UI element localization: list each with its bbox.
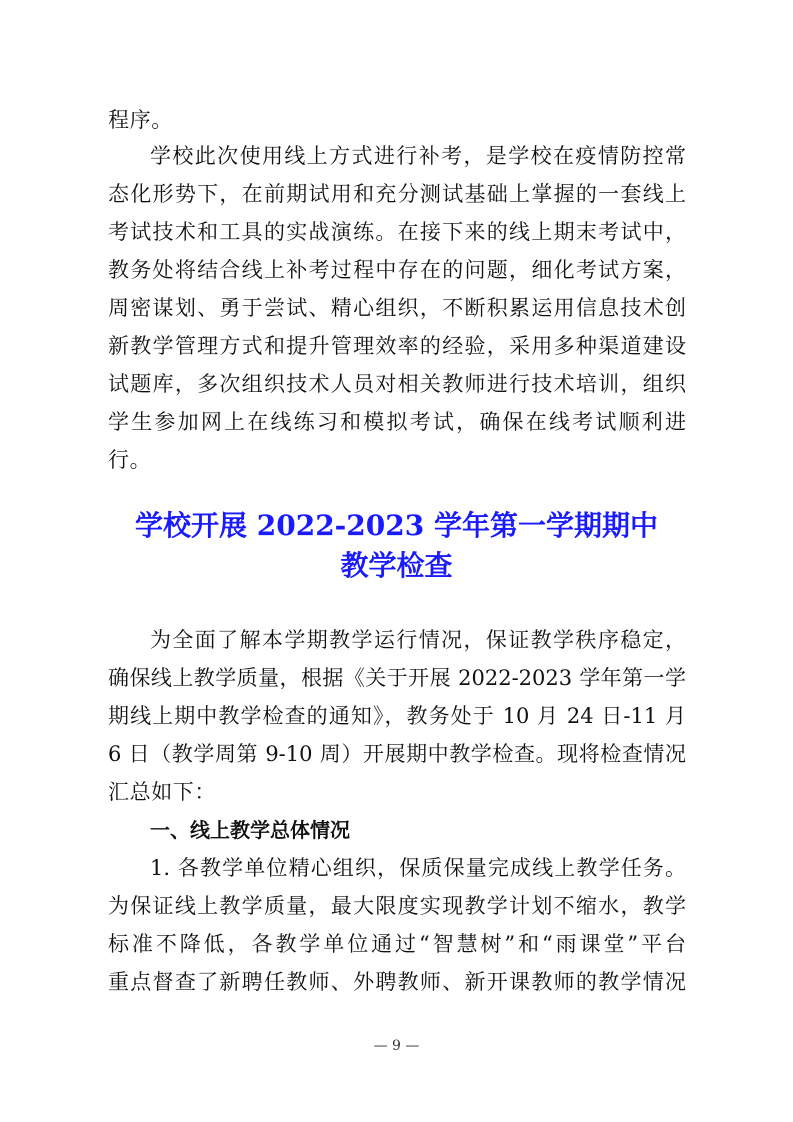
paragraph-line: 态化形势下，在前期试用和充分测试基础上掌握的一套线上	[108, 182, 686, 206]
paragraph-line: 确保线上教学质量，根据《关于开展 2022-2023 学年第一学	[108, 666, 686, 690]
page-number: — 9 —	[373, 1038, 420, 1054]
paragraph-line: 学校此次使用线上方式进行补考，是学校在疫情防控常	[150, 144, 686, 168]
paragraph-line: 为保证线上教学质量，最大限度实现教学计划不缩水，教学	[108, 894, 686, 918]
paragraph-line: 为全面了解本学期教学运行情况，保证教学秩序稳定，	[150, 628, 686, 652]
paragraph-line: 1. 各教学单位精心组织，保质保量完成线上教学任务。	[150, 856, 686, 880]
paragraph-line: 考试技术和工具的实战演练。在接下来的线上期末考试中，	[108, 220, 686, 244]
paragraph-line: 新教学管理方式和提升管理效率的经验，采用多种渠道建设	[108, 334, 686, 358]
paragraph-line: 重点督查了新聘任教师、外聘教师、新开课教师的教学情况	[108, 970, 686, 994]
paragraph-line: 标准不降低，各教学单位通过“智慧树”和“雨课堂”平台	[108, 932, 686, 956]
article-title-line-2: 教学检查	[340, 549, 453, 582]
paragraph-line: 试题库，多次组织技术人员对相关教师进行技术培训，组织	[108, 372, 686, 396]
paragraph-line: 周密谋划、勇于尝试、精心组织，不断积累运用信息技术创	[108, 296, 686, 320]
paragraph-line: 教务处将结合线上补考过程中存在的问题，细化考试方案，	[108, 258, 686, 282]
paragraph-line: 学生参加网上在线练习和模拟考试，确保在线考试顺利进	[108, 410, 686, 434]
article-title-line-1: 学校开展 2022-2023 学年第一学期期中	[135, 509, 658, 542]
paragraph-line: 6 日（教学周第 9-10 周）开展期中教学检查。现将检查情况	[108, 742, 686, 766]
paragraph-line: 程序。	[108, 108, 173, 132]
paragraph-line: 期线上期中教学检查的通知》，教务处于 10 月 24 日-11 月	[108, 704, 686, 728]
paragraph-line: 汇总如下：	[108, 780, 216, 804]
section-heading: 一、线上教学总体情况	[150, 818, 350, 842]
paragraph-line: 行。	[108, 448, 152, 472]
